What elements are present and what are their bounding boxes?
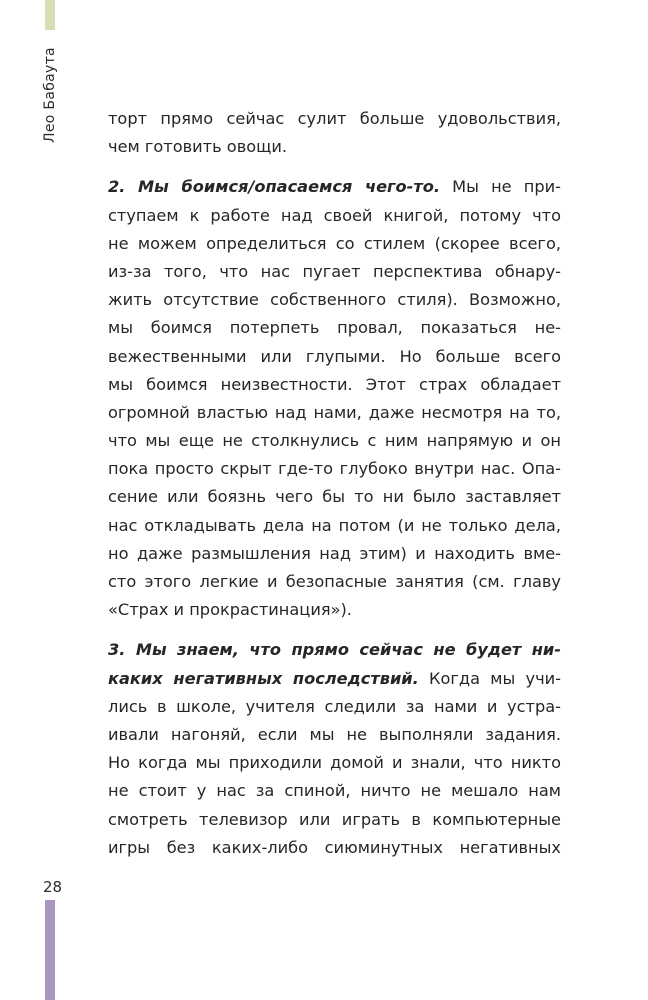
- text-run: Когда мы учи-: [418, 668, 562, 688]
- reason-3-heading-cont: каких негативных последствий.: [108, 668, 419, 688]
- text-line: ступаем к работе над своей книгой, потому что: [108, 205, 561, 225]
- body-text: [108, 105, 561, 862]
- text-line: Но когда мы приходили домой и знали, что никто: [108, 753, 561, 773]
- text-line: чем готовить овощи.: [108, 137, 288, 157]
- top-accent-bar: [45, 0, 55, 30]
- text-line: [108, 665, 561, 693]
- text-line: не можем определиться со стилем (скорее всего,: [108, 233, 561, 253]
- text-line: мы боимся потерпеть провал, показаться не-: [108, 318, 561, 338]
- text-line: но даже размышления над этим) и находить вме-: [108, 543, 561, 563]
- text-line: мы боимся неизвестности. Этот страх обладает: [108, 374, 561, 394]
- text-line: не стоит у нас за спиной, ничто не мешало нам: [108, 781, 561, 801]
- paragraph-3: [108, 636, 561, 862]
- text-line: «Страх и прокрастинация»).: [108, 600, 352, 620]
- text-line: вежественными или глупыми. Но больше всего: [108, 346, 561, 366]
- bottom-accent-bar: [45, 900, 55, 1000]
- text-line: смотреть телевизор или играть в компьютерные: [108, 809, 561, 829]
- text-line: игры без каких-либо сиюминутных негативных: [108, 837, 561, 857]
- running-head: [41, 40, 59, 150]
- text-line: лись в школе, учителя следили за нами и устра-: [108, 696, 561, 716]
- text-line: сто этого легкие и безопасные занятия (см. главу: [108, 572, 561, 591]
- text-line: торт прямо сейчас сулит больше удовольствия,: [108, 109, 561, 128]
- text-line: сение или боязнь чего бы то ни было заставляет: [108, 487, 561, 507]
- paragraph-2: [108, 173, 561, 624]
- text-run: Мы не при-: [440, 177, 561, 197]
- text-line: пока просто скрыт где-то глубоко внутри нас. Опа-: [108, 459, 561, 479]
- text-line: нас откладывать дела на потом (и не только дела,: [108, 515, 561, 535]
- page-number: 28: [43, 878, 63, 896]
- reason-3-heading: 3. Мы знаем, что прямо сейчас не будет ни-: [108, 640, 561, 660]
- text-line: ивали нагоняй, если мы не выполняли задания.: [108, 724, 561, 744]
- text-line: [108, 173, 561, 201]
- text-line: из-за того, что нас пугает перспектива обнару-: [108, 261, 561, 281]
- reason-2-heading: 2. Мы боимся/опасаемся чего-то.: [108, 177, 440, 197]
- paragraph-1: [108, 105, 561, 161]
- text-line: жить отсутствие собственного стиля). Возможно,: [108, 290, 561, 310]
- text-line: что мы еще не столкнулись с ним напрямую и он: [108, 431, 561, 451]
- running-head-author: Лео Бабаута: [42, 47, 58, 143]
- text-line: огромной властью над нами, даже несмотря на то,: [108, 402, 561, 422]
